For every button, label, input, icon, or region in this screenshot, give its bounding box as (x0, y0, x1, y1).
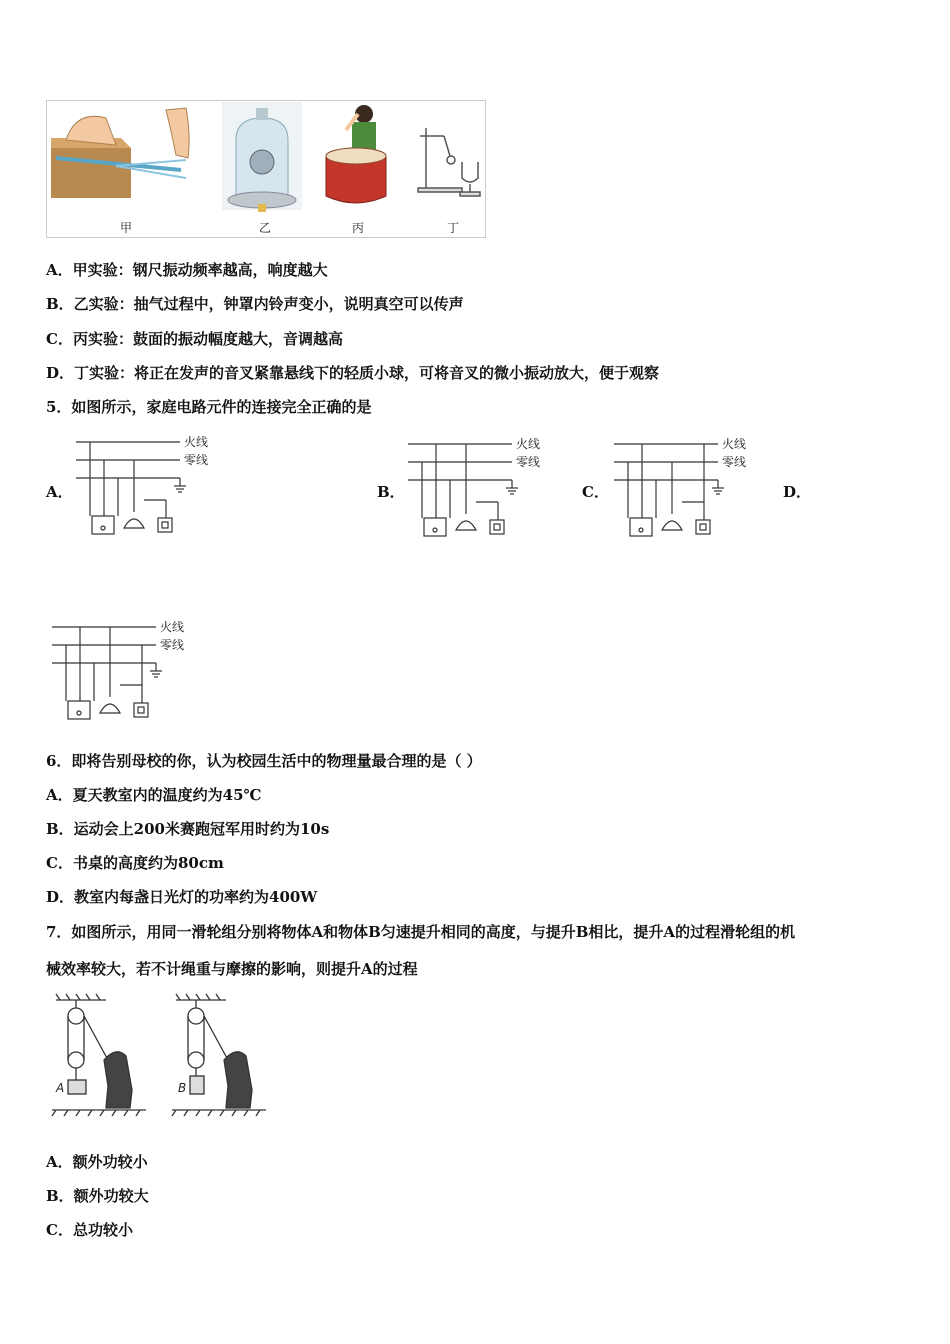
caption-yi: 乙 (259, 221, 272, 235)
q4-option-c: C．丙实验：鼓面的振动幅度越大，音调越高 (46, 330, 343, 348)
live-wire-label: 火线 (184, 435, 209, 449)
neutral-wire-label: 零线 (516, 455, 541, 469)
circuit-diagram-c (614, 432, 754, 542)
object-a-label: A (56, 1081, 65, 1095)
neutral-wire-label: 零线 (722, 455, 747, 469)
q7-option-a: A．额外功较小 (46, 1153, 148, 1171)
q6-option-c: C．书桌的高度约为80cm (46, 854, 224, 872)
q4-option-d: D．丁实验：将正在发声的音叉紧靠悬线下的轻质小球，可将音叉的微小振动放大，便于观察 (46, 364, 660, 382)
q6-stem: 6．即将告别母校的你，认为校园生活中的物理量最合理的是（ ） (46, 752, 482, 770)
live-wire-label: 火线 (160, 620, 185, 634)
q7-stem-line2: 械效率较大，若不计绳重与摩擦的影响，则提升A的过程 (46, 960, 418, 978)
bell-jar-illustration (222, 102, 302, 212)
circuit-diagram-a (76, 430, 216, 540)
q7-option-b: B．额外功较大 (46, 1187, 149, 1205)
q7-option-c: C．总功较小 (46, 1221, 133, 1239)
q4-option-b: B．乙实验：抽气过程中，钟罩内铃声变小，说明真空可以传声 (46, 295, 464, 313)
caption-ding: 丁 (447, 221, 460, 235)
pulley-figure (46, 990, 276, 1120)
q5-option-a-label: A． (46, 483, 73, 501)
neutral-wire-label: 零线 (184, 453, 209, 467)
circuit-diagram-b (408, 432, 548, 542)
q4-option-a: A．甲实验：钢尺振动频率越高，响度越大 (46, 261, 328, 279)
q5-option-c-label: C． (582, 483, 609, 501)
caption-bing: 丙 (352, 221, 365, 235)
live-wire-label: 火线 (722, 437, 747, 451)
q5-stem: 5．如图所示，家庭电路元件的连接完全正确的是 (46, 398, 372, 416)
q6-option-d: D．教室内每盏日光灯的功率约为400W (46, 888, 318, 906)
q5-option-b-label: B． (377, 483, 405, 501)
q5-option-d-label: D． (783, 483, 812, 501)
sound-experiments-figure (46, 100, 486, 238)
circuit-diagram-d (52, 615, 192, 725)
object-b-label: B (178, 1081, 187, 1095)
caption-jia: 甲 (120, 221, 133, 235)
neutral-wire-label: 零线 (160, 638, 185, 652)
q7-stem-line1: 7．如图所示，用同一滑轮组分别将物体A和物体B匀速提升相同的高度，与提升B相比，提升A的过程滑轮组的机 (46, 923, 796, 941)
q6-option-b: B．运动会上200米赛跑冠军用时约为10s (46, 820, 330, 838)
live-wire-label: 火线 (516, 437, 541, 451)
q6-option-a: A．夏天教室内的温度约为45℃ (46, 786, 262, 804)
